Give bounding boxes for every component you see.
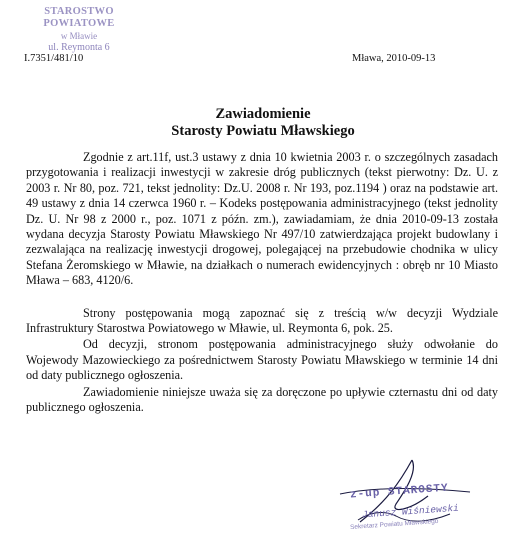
document-date: Mława, 2010-09-13	[352, 53, 436, 64]
paragraph-spacer	[26, 289, 498, 306]
paragraph-appeal: Od decyzji, stronom postępowania administracyjnego służy odwołanie do Wojewody Mazowieckiego za pośrednictwem Starosty Powiatu Mławskiego w terminie 14 dni od daty publicznego ogłoszenia.	[26, 337, 498, 383]
reference-number: I.7351/481/10	[24, 53, 84, 64]
paragraph-main: Zgodnie z art.11f, ust.3 ustawy z dnia 10 kwietnia 2003 r. o szczególnych zasadach przygotowania i realizacji inwestycji w zakresie dróg publicznych (tekst pierwotny: Dz. U. z 2003 r. Nr 80, poz. 721, tekst jednolity: Dz.U. 2008 r. Nr 193, poz.1194 ) oraz na podstawie art. 49 ustawy z dnia 14 czerwca 1960 r. – Kodeks postępowania administracyjnego (tekst jednolity Dz. U. Nr 98 z 2000 r., poz. 1071 z późn. zm.), zawiadamiam, że dnia 2010-09-13 została wydana decyzja Starosty Powiatu Mławskiego Nr 497/10 zatwierdzająca projekt budowlany i zezwalająca na realizację inwestycji drogowej, polegającej na przebudowie chodnika w ulicy Stefana Żeromskiego w Mławie, na działkach o numerach ewidencyjnych : obręb nr 10 Miasto Mława – 683, 4120/6.	[26, 150, 498, 288]
office-stamp	[14, 6, 144, 54]
paragraph-access: Strony postępowania mogą zapoznać się z treścią w/w decyzji Wydziale Infrastruktury Starostwa Powiatowego w Mławie, ul. Reymonta 6, pok. 25.	[26, 305, 498, 336]
signature-subtitle-stamp: Sekretarz Powiatu Mławskiego	[349, 517, 439, 532]
stamp-line-address: ul. Reymonta 6	[48, 42, 110, 53]
stamp-line-office: STAROSTWO POWIATOWE	[43, 6, 115, 29]
paragraph-delivery: Zawiadomienie niniejsze uważa się za doręczone po upływie czternastu dni od daty publicznego ogłoszenia.	[26, 384, 498, 415]
stamp-line-city: w Mławie	[60, 31, 98, 41]
document-subtitle: Starosty Powiatu Mławskiego	[171, 123, 355, 139]
document-title: Zawiadomienie	[215, 106, 311, 122]
signature-name-stamp: Janusz Wiśniewski	[361, 502, 460, 521]
signature-title-stamp: z-up STAROSTY	[349, 482, 450, 502]
document-body	[26, 150, 498, 416]
